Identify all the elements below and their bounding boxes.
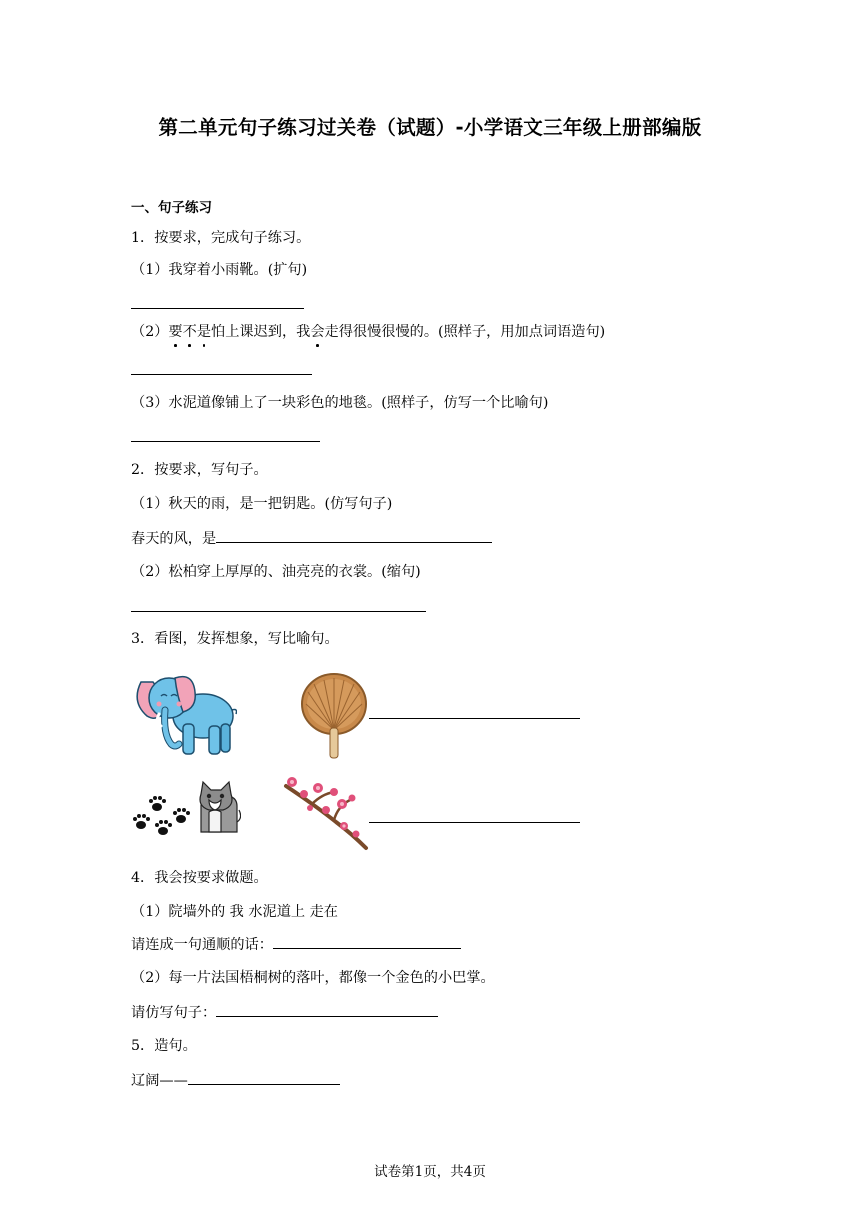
question-1-part-3: （3）水泥道像铺上了一块彩色的地毯。(照样子，仿写一个比喻句) <box>131 395 549 411</box>
question-5-prompt: 5．造句。 <box>131 1038 197 1054</box>
question-4-prompt: 4．我会按要求做题。 <box>131 870 268 886</box>
answer-blank[interactable] <box>131 441 320 442</box>
question-1-part-1: （1）我穿着小雨靴。(扩句) <box>131 262 308 278</box>
question-1-prompt: 1．按要求，完成句子练习。 <box>131 230 311 246</box>
question-2-prompt: 2．按要求，写句子。 <box>131 462 268 478</box>
question-1-part-2: （2）要不是怕上课迟到，我会走得很慢很慢的。(照样子，用加点词语造句) <box>131 324 606 340</box>
plum-blossom-picture <box>282 774 370 852</box>
answer-blank[interactable] <box>188 1070 340 1085</box>
paw-prints-and-cat-picture <box>129 778 241 836</box>
answer-blank[interactable] <box>131 308 304 309</box>
question-5-fill-line: 辽阔—— <box>131 1070 340 1091</box>
question-2-part-2: （2）松柏穿上厚厚的、油亮亮的衣裳。(缩句) <box>131 564 421 580</box>
question-4-part-2: （2）每一片法国梧桐树的落叶，都像一个金色的小巴掌。 <box>131 970 495 986</box>
answer-blank[interactable] <box>131 611 426 612</box>
question-2-part-1: （1）秋天的雨，是一把钥匙。(仿写句子) <box>131 496 393 512</box>
answer-blank[interactable] <box>216 528 492 543</box>
section-heading: 一、句子练习 <box>131 200 212 216</box>
question-4-part-1: （1）院墙外的 我 水泥道上 走在 <box>131 904 338 920</box>
elephant-picture <box>131 668 237 758</box>
question-2-fill-line: 春天的风，是 <box>131 528 492 549</box>
answer-blank[interactable] <box>369 718 580 719</box>
answer-blank[interactable] <box>273 934 461 949</box>
fan-picture <box>298 672 370 760</box>
question-4-fill-line-1: 请连成一句通顺的话： <box>131 934 461 955</box>
question-4-fill-line-2: 请仿写句子： <box>131 1002 438 1023</box>
answer-blank[interactable] <box>216 1002 438 1017</box>
page-footer: 试卷第1页，共4页 <box>374 1164 486 1180</box>
page-title: 第二单元句子练习过关卷（试题）-小学语文三年级上册部编版 <box>158 116 702 139</box>
answer-blank[interactable] <box>369 822 580 823</box>
question-3-prompt: 3．看图，发挥想象，写比喻句。 <box>131 631 339 647</box>
answer-blank[interactable] <box>131 374 312 375</box>
